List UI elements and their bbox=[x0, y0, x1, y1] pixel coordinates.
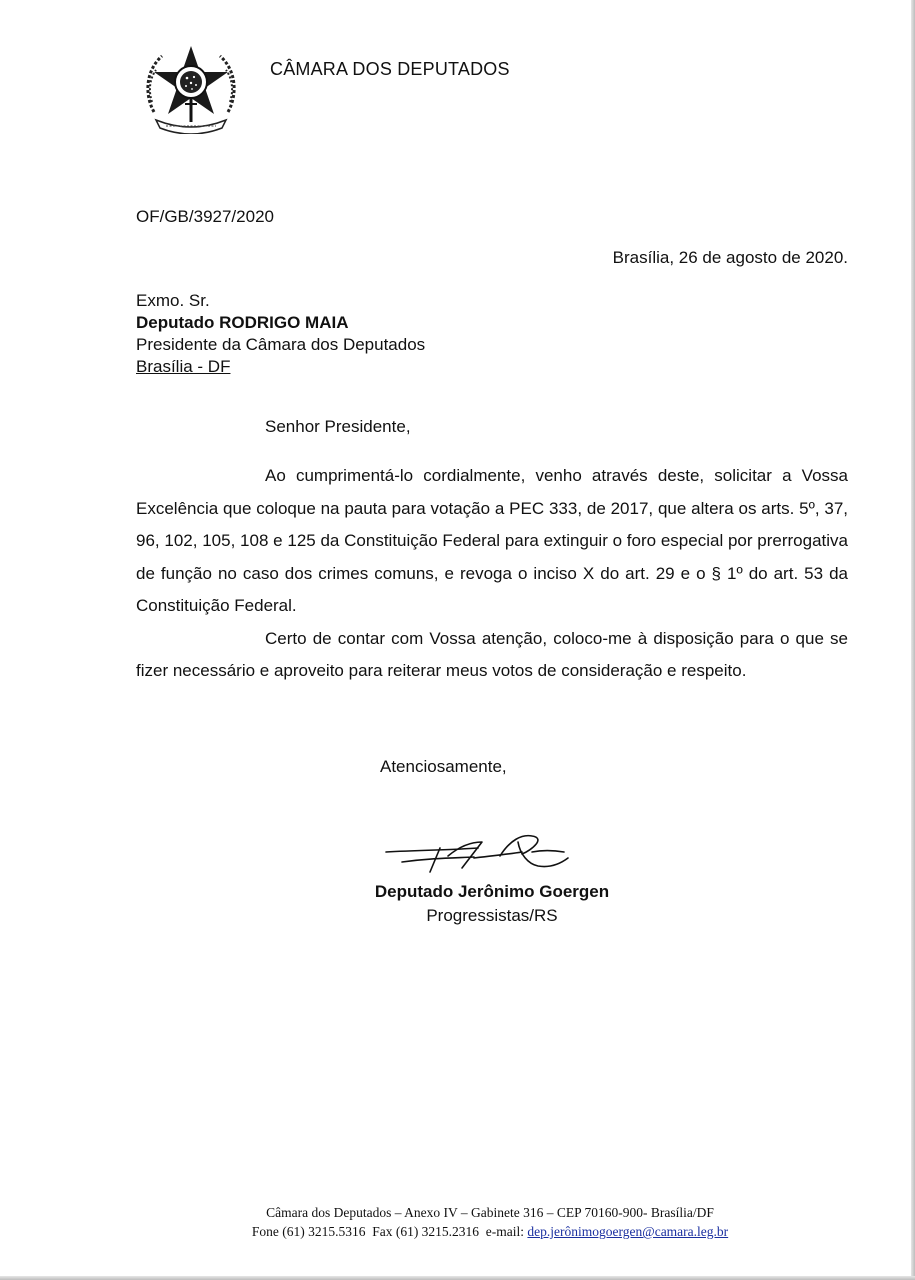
addressee-position: Presidente da Câmara dos Deputados bbox=[136, 335, 426, 354]
footer-phone-fax: Fone (61) 3215.5316 Fax (61) 3215.2316 e-mail: bbox=[251, 1224, 528, 1239]
footer-address: Câmara dos Deputados – Anexo IV – Gabinete 316 – CEP 70160-900- Brasília/DF bbox=[266, 1205, 714, 1220]
addressee-block bbox=[136, 290, 425, 378]
addressee-name: Deputado RODRIGO MAIA bbox=[136, 313, 349, 332]
page-edge-shadow bbox=[911, 0, 915, 1280]
closing: Atenciosamente, bbox=[380, 757, 507, 776]
addressee-title: Exmo. Sr. bbox=[136, 291, 210, 310]
footer-contact bbox=[160, 1222, 820, 1241]
body-paragraph: Certo de contar com Vossa atenção, coloco-me à disposição para o que se fizer necessário e aproveito para reiterar meus votos de consideração e respeito. bbox=[136, 628, 848, 680]
salutation: Senhor Presidente, bbox=[265, 417, 411, 436]
letter-body bbox=[136, 460, 848, 688]
footer-email-link[interactable]: dep.jerônimogoergen@camara.leg.br bbox=[527, 1224, 729, 1239]
date-line: Brasília, 26 de agosto de 2020. bbox=[612, 248, 848, 267]
body-paragraph: Ao cumprimentá-lo cordialmente, venho através deste, solicitar a Vossa Excelência que coloque na pauta para votação a PEC 333, de 2017, que altera os arts. 5º, 37, 96, 102, 105, 108 e 125 da Constituição Federal para extinguir o foro especial por prerrogativa de função no caso dos crimes comuns, e revoga o inciso X do art. 29 e o § 1º do art. 53 da Constituição Federal. bbox=[136, 466, 848, 615]
institution-name: CÂMARA DOS DEPUTADOS bbox=[270, 59, 510, 79]
signer-block bbox=[366, 880, 618, 928]
document-reference: OF/GB/3927/2020 bbox=[136, 207, 274, 226]
signer-name: Deputado Jerônimo Goergen bbox=[374, 882, 610, 901]
page-footer bbox=[160, 1203, 820, 1241]
addressee-location: Brasília - DF bbox=[136, 357, 231, 376]
handwritten-signature bbox=[382, 828, 592, 876]
page-edge-shadow bbox=[0, 1276, 915, 1280]
signer-party: Progressistas/RS bbox=[426, 906, 558, 925]
coat-of-arms-icon bbox=[142, 42, 240, 134]
